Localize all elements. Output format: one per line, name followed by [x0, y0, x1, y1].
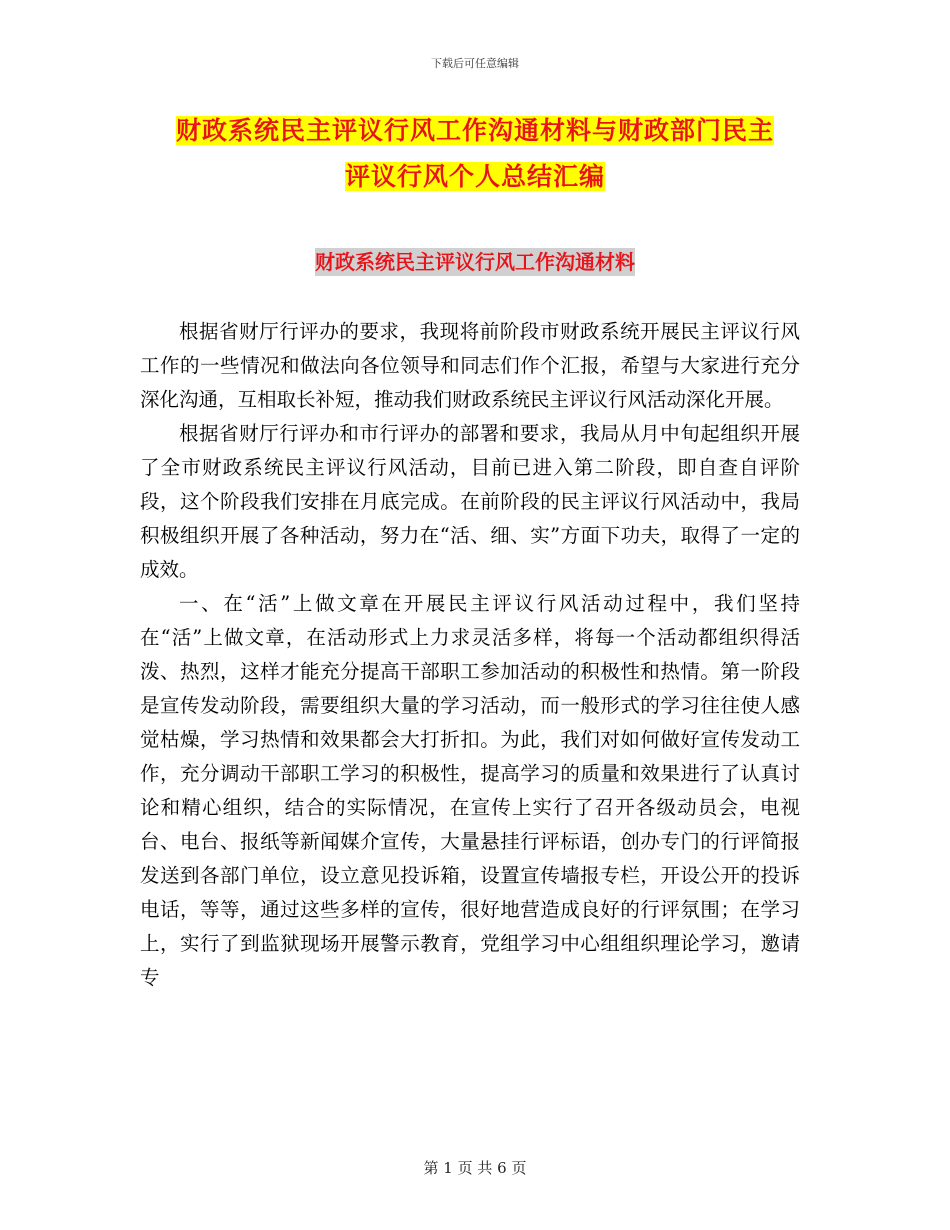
document-title	[150, 108, 800, 200]
paragraph: 根据省财厅行评办的要求，我现将前阶段市财政系统开展民主评议行风工作的一些情况和做法向各位领导和同志们作个汇报，希望与大家进行充分深化沟通，互相取长补短，推动我们财政系统民主评议行风活动深化开展。	[140, 320, 800, 411]
section-title	[0, 246, 950, 275]
document-title-line-1: 财政系统民主评议行风工作沟通材料与财政部门民主	[175, 116, 774, 145]
paragraph: 一、在“活”上做文章在开展民主评议行风活动过程中，我们坚持在“活”上做文章，在活动形式上力求灵活多样，将每一个活动都组织得活泼、热烈，这样才能充分提高干部职工参加活动的积极性和热情。第一阶段是宣传发动阶段，需要组织大量的学习活动，而一般形式的学习往往使人感觉枯燥，学习热情和效果都会大打折扣。为此，我们对如何做好宣传发动工作，充分调动干部职工学习的积极性，提高学习的质量和效果进行了认真讨论和精心组织，结合的实际情况，在宣传上实行了召开各级动员会，电视台、电台、报纸等新闻媒介宣传，大量悬挂行评标语，创办专门的行评简报发送到各部门单位，设立意见投诉箱，设置宣传墙报专栏，开设公开的投诉电话，等等，通过这些多样的宣传，很好地营造成良好的行评氛围；在学习上，实行了到监狱现场开展警示教育，党组学习中心组组织理论学习，邀请专	[140, 592, 800, 989]
body-text	[140, 315, 800, 995]
header-note: 下载后可任意编辑	[431, 57, 519, 70]
document-title-line-2: 评议行风个人总结汇编	[344, 162, 605, 191]
paragraph: 根据省财厅行评办和市行评办的部署和要求，我局从月中旬起组织开展了全市财政系统民主评议行风活动，目前已进入第二阶段，即自查自评阶段，这个阶段我们安排在月底完成。在前阶段的民主评议行风活动中，我局积极组织开展了各种活动，努力在“活、细、实”方面下功夫，取得了一定的成效。	[140, 422, 800, 581]
page-footer: 第 1 页 共 6 页	[423, 1159, 527, 1177]
section-title-text: 财政系统民主评议行风工作沟通材料	[315, 250, 635, 274]
